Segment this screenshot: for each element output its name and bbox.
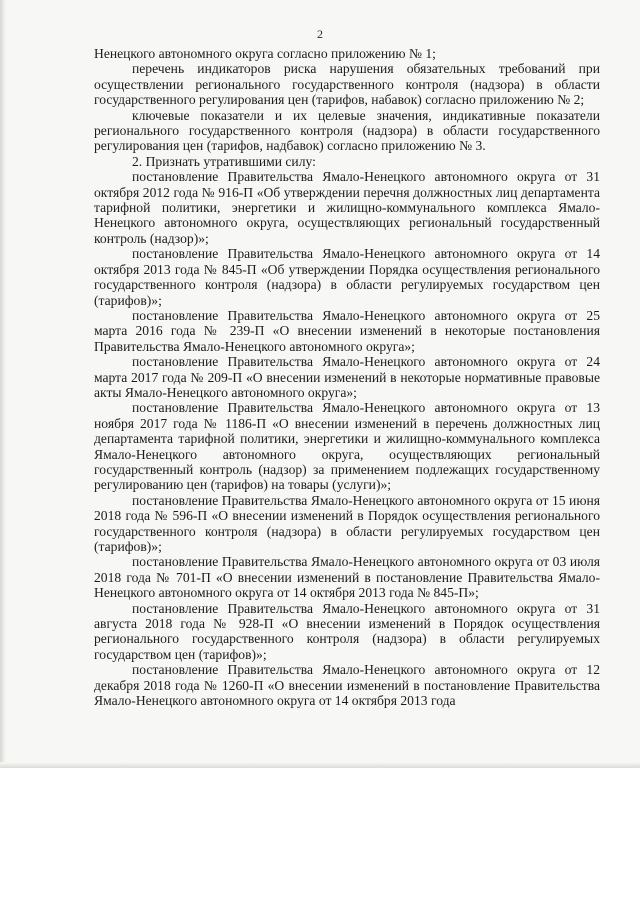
document-paragraph: постановление Правительства Ямало-Ненецкого автономного округа от 12 декабря 2018 года № 1260-П «О внесении изменений в постановление Правительства Ямало-Ненецкого автономного округа от 14 октября 2013 года — [94, 662, 600, 709]
document-paragraph: Ненецкого автономного округа согласно приложению № 1; — [94, 46, 436, 61]
document-paragraph: постановление Правительства Ямало-Ненецкого автономного округа от 31 октября 2012 года № 916-П «Об утверждении перечня должностных лиц департамента тарифной политики, энергетики и жилищно-коммунального комплекса Ямало-Ненецкого автономного округа, осуществляющих региональный государственный контроль (надзор)»; — [94, 169, 600, 246]
document-paragraph: постановление Правительства Ямало-Ненецкого автономного округа от 25 марта 2016 года № 239-П «О внесении изменений в некоторые постановления Правительства Ямало-Ненецкого автономного округа»; — [94, 307, 600, 354]
page-number: 2 — [317, 27, 323, 41]
document-paragraph: постановление Правительства Ямало-Ненецкого автономного округа от 03 июля 2018 года № 701-П «О внесении изменений в постановление Правительства Ямало-Ненецкого автономного округа от 14 октября 2013 года № 845-П»; — [94, 554, 600, 601]
document-paragraph: перечень индикаторов риска нарушения обязательных требований при осуществлении регионального государственного контроля (надзора) в области государственного регулирования цен (тарифов, набавок) согласно приложению № 2; — [94, 61, 600, 108]
scan-bottom-edge — [0, 762, 640, 768]
document-paragraph: 2. Признать утратившими силу: — [132, 153, 316, 169]
document-paragraph: постановление Правительства Ямало-Ненецкого автономного округа от 31 августа 2018 года № 928-П «О внесении изменений в Порядок осуществления регионального государственного контроля (надзора) в области регулируемых государством цен (тарифов)»; — [94, 600, 600, 662]
scan-left-edge — [0, 0, 6, 768]
document-body — [94, 46, 600, 708]
document-paragraph: постановление Правительства Ямало-Ненецкого автономного округа от 13 ноября 2017 года № 1186-П «О внесении изменений в перечень должностных лиц департамента тарифной политики, энергетики и жилищно-коммунального комплекса Ямало-Ненецкого автономного округа, осуществляющих региональный государственный контроль (надзор) за применением подлежащих государственному регулированию цен (тарифов) на товары (услуги)»; — [94, 400, 600, 493]
document-paragraph: постановление Правительства Ямало-Ненецкого автономного округа от 24 марта 2017 года № 209-П «О внесении изменений в некоторые нормативные правовые акты Ямало-Ненецкого автономного округа»; — [94, 354, 600, 400]
document-paragraph: постановление Правительства Ямало-Ненецкого автономного округа от 15 июня 2018 года № 596-П «О внесении изменений в Порядок осуществления регионального государственного контроля (надзора) в области регулируемых государством цен (тарифов)»; — [94, 492, 600, 554]
document-paragraph: постановление Правительства Ямало-Ненецкого автономного округа от 14 октября 2013 года № 845-П «Об утверждении Порядка осуществления регионального государственного контроля (надзора) в области регулируемых государством цен (тарифов)»; — [94, 246, 600, 308]
document-paragraph: ключевые показатели и их целевые значения, индикативные показатели регионального государственного контроля (надзора) в области государственного регулирования цен (тарифов, надбавок) согласно приложению № 3. — [94, 107, 600, 154]
